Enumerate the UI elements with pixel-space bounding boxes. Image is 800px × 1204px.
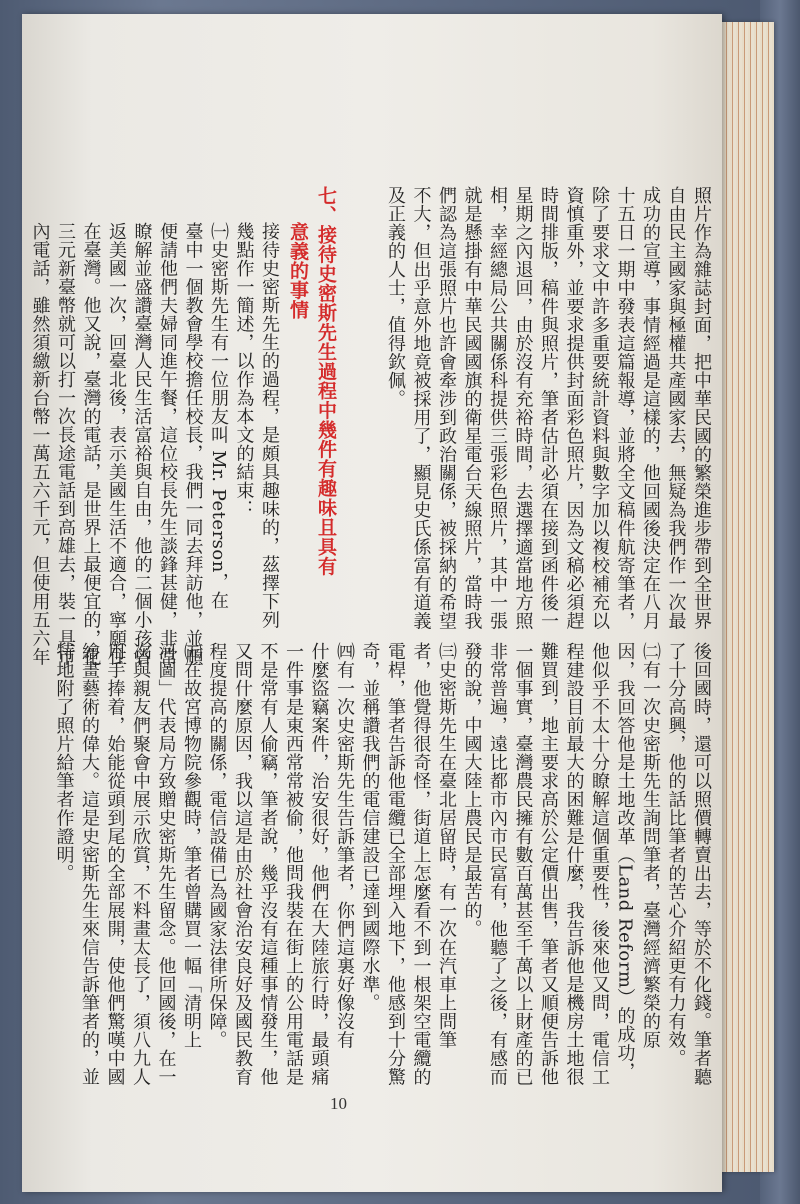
text-line: 瞭解並盛讚臺灣人民生活富裕與自由，他的二個小孩曾 xyxy=(131,222,153,666)
text-line: 不是常有人偷竊，筆者說，幾乎沒有這種事情發生，他 xyxy=(257,642,279,1086)
text-line: 三元新臺幣就可以打一次長途電話到高雄去，裝一具市 xyxy=(55,222,76,666)
text-line: 者，他覺得很奇怪，街道上怎麼看不到一根架空電纜的 xyxy=(410,642,432,1086)
text-line: 一個事實，臺灣農民擁有數百萬甚至千萬以上財產的已 xyxy=(512,642,534,1086)
text-line: 非常普遍，遠比都市內市民富有，他聽了之後，有感而 xyxy=(487,642,508,1086)
page-edges xyxy=(718,22,774,1172)
text-line: 照片作為雜誌封面，把中華民國的繁榮進步帶到全世界 xyxy=(691,186,712,630)
text-line: 繪畫藝術的偉大。這是史密斯先生來信告訴筆者的，並 xyxy=(79,642,100,1086)
text-line: ㈢史密斯先生在臺北居留時，有一次在汽車上問筆 xyxy=(436,642,457,1049)
text-line: 們認為這張照片也許會牽涉到政治關係，被採納的希望 xyxy=(436,186,457,630)
text-line: 自由民主國家與極權共產國家去，無疑為我們作一次最 xyxy=(665,186,687,630)
text-line: ㈠史密斯先生有一位朋友叫 Mr. Peterson，在 xyxy=(208,222,229,610)
text-line: 及正義的人士，值得欽佩。 xyxy=(385,186,406,408)
text-line: 返美國一次，回臺北後，表示美國生活不適合，寧願住 xyxy=(106,222,127,666)
text-line: ㈡有一次史密斯先生詢問筆者，臺灣經濟繁榮的原 xyxy=(640,642,661,1049)
text-line: 相，幸經總局公共關係科提供三張彩色照片，其中一張 xyxy=(487,186,508,630)
text-line: 特地附了照片給筆者作證明。 xyxy=(53,642,75,883)
text-line: ㈤在故宮博物院參觀時，筆者曾購買一幅「清明上 xyxy=(181,642,202,1049)
text-line: 星期之內退回，由於沒有充裕時間，去選擇適當地方照 xyxy=(512,186,534,630)
text-line: 程建設目前最大的困難是什麼，我告訴他是機房土地很 xyxy=(563,642,585,1086)
text-line: 資慎重外，並要求提供封面彩色照片，因為文稿必須趕 xyxy=(563,186,585,630)
text-line: 次與親友們聚會中展示欣賞，不料畫太長了，須八九人 xyxy=(130,642,151,1086)
bottom-text-block xyxy=(51,642,714,1086)
text-line: 幾點作一簡述，以作為本文的結束： xyxy=(233,222,255,518)
text-line: 就是懸掛有中華民國國旗的衛星電台天線照片，當時我 xyxy=(461,186,483,630)
text-line: 發的說，中國大陸上農民是最苦的。 xyxy=(461,642,483,938)
text-line: 用手捧着，始能從頭到尾的全部展開，使他們驚嘆中國 xyxy=(104,642,126,1086)
section-heading-continued: 意義的事情 xyxy=(287,222,309,320)
text-line: 在臺灣。他又說，臺灣的電話，是世界上最便宜的，化 xyxy=(80,222,102,666)
text-line: 因，我回答他是土地改革（Land Reform）的成功， xyxy=(614,642,636,1081)
text-line: 奇，並稱讚我們的電信建設已達到國際水準。 xyxy=(359,642,381,1012)
text-line: 什麼盜竊案件，治安很好，他們在大陸旅行時，最頭痛 xyxy=(308,642,330,1086)
text-line: 後回國時，還可以照價轉賣出去，等於不化錢。筆者聽 xyxy=(691,642,712,1086)
top-left-text-block xyxy=(27,222,282,666)
text-line: ㈣有一次史密斯先生告訴筆者，你們這裏好像沒有 xyxy=(334,642,355,1049)
text-line: 時間排版，稿件與照片，筆者估計必須在接到函件後一 xyxy=(538,186,559,630)
text-line: 難買到，地主要求高於公定價出售，筆者又順便告訴他 xyxy=(538,642,559,1086)
text-line: 河圖」代表局方致贈史密斯先生留念。他回國後，在一 xyxy=(155,642,177,1086)
top-text-block xyxy=(383,186,715,630)
text-line: 接待史密斯先生的過程，是頗具趣味的，茲擇下列 xyxy=(259,222,280,629)
text-line: 除了要求文中許多重要統計資料與數字加以複校補充以 xyxy=(589,186,610,630)
text-line: 電桿，筆者告訴他電纜已全部埋入地下，他感到十分驚 xyxy=(385,642,406,1086)
text-line: 十五日一期中發表這篇報導，並將全文稿件航寄筆者， xyxy=(614,186,636,630)
text-line: 臺中一個教會學校擔任校長，我們一同去拜訪他，並順 xyxy=(182,222,204,666)
section-heading: 七、接待史密斯先生過程中幾件有趣味且具有 xyxy=(315,186,337,576)
text-line: 成功的宣導，事情經過是這樣的，他回國後決定在八月 xyxy=(640,186,661,630)
text-line: 不大，但出乎意外地竟被採用了，顯見史氏係富有道義 xyxy=(410,186,432,630)
text-line: 又問什麼原因，我以這是由於社會治安良好及國民教育 xyxy=(232,642,253,1086)
text-line: 他似乎不太十分瞭解這個重要性，後來他又問，電信工 xyxy=(589,642,610,1086)
text-line: 程度提高的關係，電信設備已為國家法律所保障。 xyxy=(206,642,228,1049)
text-line: 了十分高興，他的話比筆者的苦心介紹更有力有效。 xyxy=(665,642,687,1068)
page-number: 10 xyxy=(330,1094,347,1113)
text-line: 一件事是東西常常被偷，他問我裝在街上的公用電話是 xyxy=(283,642,304,1086)
text-line: 內電話，雖然須繳新台幣一萬五六千元，但使用五六年 xyxy=(29,222,51,666)
text-line: 便請他們夫婦同進午餐，這位校長先生談鋒甚健，非常 xyxy=(157,222,178,666)
